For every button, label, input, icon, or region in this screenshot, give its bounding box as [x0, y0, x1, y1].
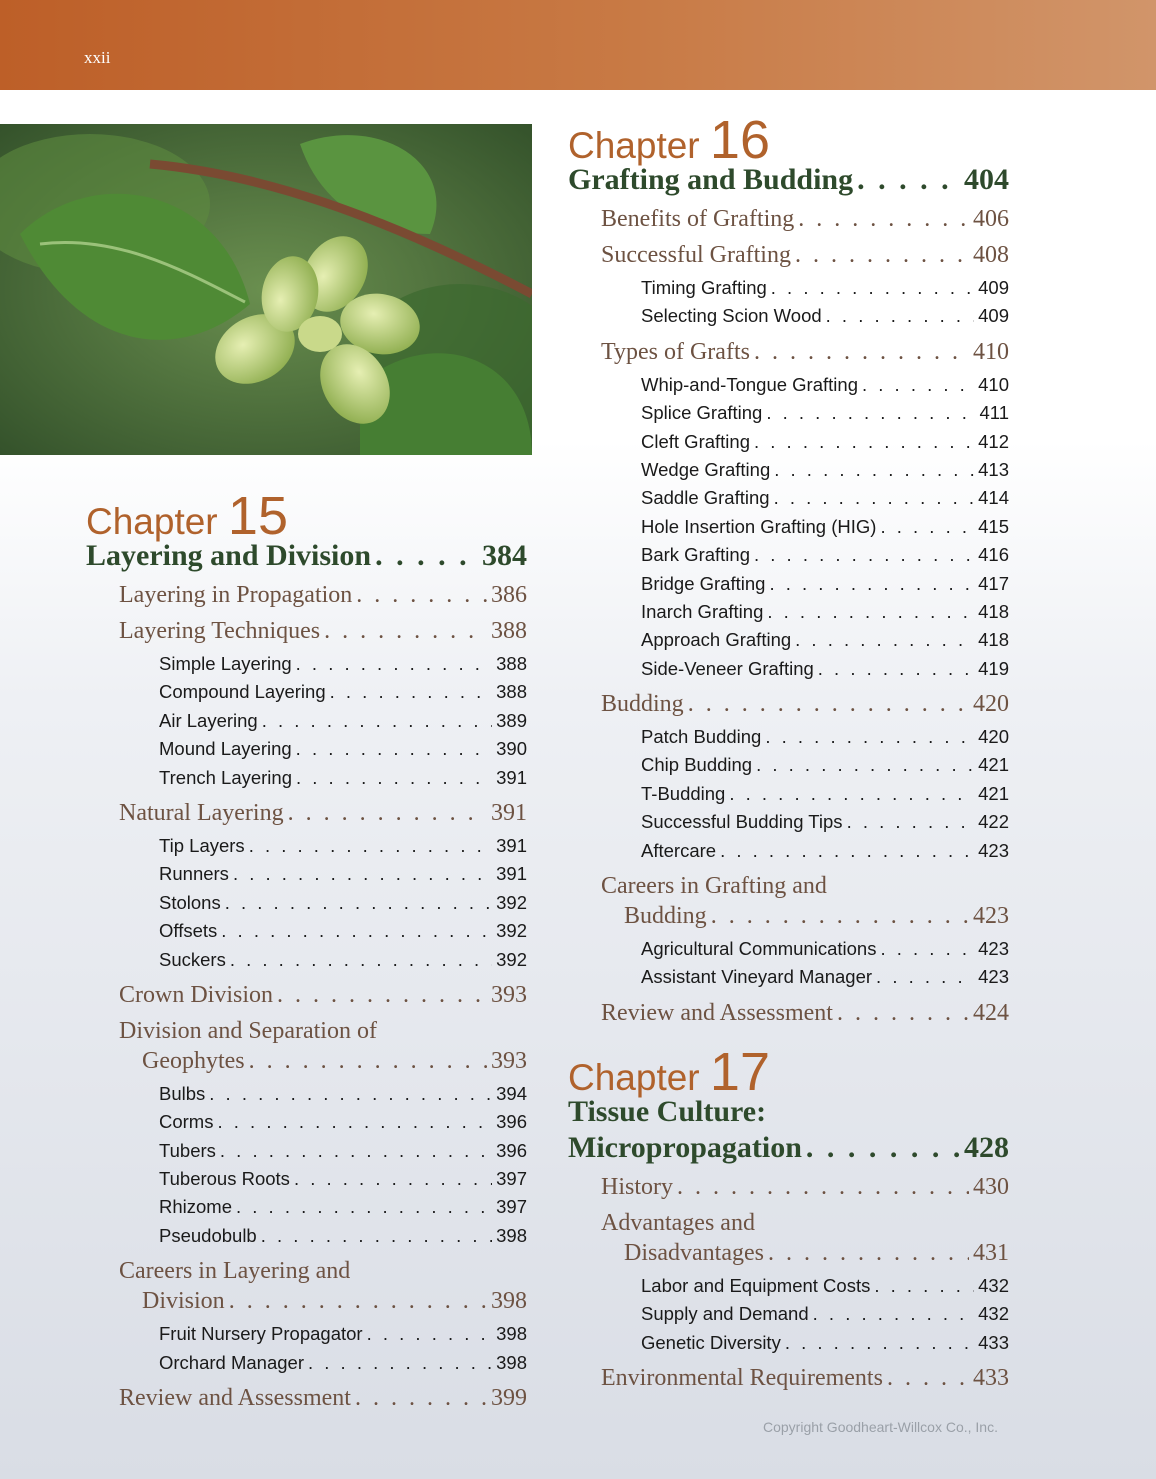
- copyright-notice: Copyright Goodheart-Willcox Co., Inc.: [763, 1419, 998, 1435]
- toc-entry-continued[interactable]: Geophytes . . . 393: [142, 1046, 527, 1076]
- toc-subentry[interactable]: Genetic Diversity . . . 433: [641, 1329, 1009, 1357]
- toc-subentry[interactable]: Saddle Grafting . . . 414: [641, 484, 1009, 512]
- toc-subentry[interactable]: Suckers . . . 392: [159, 946, 527, 974]
- toc-subentry[interactable]: Orchard Manager . . . 398: [159, 1349, 527, 1377]
- page-number: xxii: [84, 48, 111, 67]
- toc-entry[interactable]: Review and Assessment . . . 399: [119, 1383, 527, 1413]
- toc-subentry[interactable]: Approach Grafting . . . 418: [641, 626, 1009, 654]
- toc-subentry[interactable]: Tubers . . . 396: [159, 1137, 527, 1165]
- chapter-17-toc: [568, 1042, 1009, 1393]
- chapter-16-toc: [568, 110, 1009, 1028]
- toc-entry[interactable]: Advantages and: [601, 1210, 755, 1236]
- chapter-15-label: Chapter 15: [86, 486, 288, 546]
- toc-entry[interactable]: Division and Separation of: [119, 1017, 377, 1044]
- chapter-15-title[interactable]: Layering and Division . . . 384: [86, 538, 527, 574]
- toc-subentry[interactable]: Splice Grafting . . . 411: [641, 399, 1009, 427]
- toc-subentry[interactable]: Tip Layers . . . 391: [159, 832, 527, 860]
- toc-entry[interactable]: Layering Techniques . . . 388: [119, 616, 527, 646]
- toc-subentry[interactable]: Pseudobulb . . . 398: [159, 1222, 527, 1250]
- toc-subentry[interactable]: Bridge Grafting . . . 417: [641, 570, 1009, 598]
- toc-entry[interactable]: Natural Layering . . . 391: [119, 798, 527, 828]
- toc-entry[interactable]: Successful Grafting . . . 408: [601, 240, 1009, 270]
- toc-subentry[interactable]: Rhizome . . . 397: [159, 1193, 527, 1221]
- toc-subentry[interactable]: Supply and Demand . . . 432: [641, 1300, 1009, 1328]
- chapter-16-label: Chapter 16: [568, 110, 770, 170]
- toc-subentry[interactable]: Inarch Grafting . . . 418: [641, 598, 1009, 626]
- toc-entry[interactable]: Crown Division . . . 393: [119, 980, 527, 1010]
- toc-subentry[interactable]: Runners . . . 391: [159, 860, 527, 888]
- toc-subentry[interactable]: Corms . . . 396: [159, 1108, 527, 1136]
- chapter-17-title-continued[interactable]: Micropropagation . . . 428: [568, 1130, 1009, 1166]
- toc-subentry[interactable]: Wedge Grafting . . . 413: [641, 456, 1009, 484]
- toc-subentry[interactable]: Labor and Equipment Costs . . . 432: [641, 1272, 1009, 1300]
- toc-entry[interactable]: History . . . 430: [601, 1172, 1009, 1202]
- toc-entry-continued[interactable]: Disadvantages . . . 431: [624, 1238, 1009, 1268]
- toc-subentry[interactable]: Assistant Vineyard Manager . . . 423: [641, 963, 1009, 991]
- toc-entry[interactable]: Types of Grafts . . . 410: [601, 337, 1009, 367]
- chapter-15-toc: [86, 486, 527, 1413]
- toc-subentry[interactable]: Tuberous Roots . . . 397: [159, 1165, 527, 1193]
- toc-subentry[interactable]: Successful Budding Tips . . . 422: [641, 808, 1009, 836]
- toc-subentry[interactable]: Trench Layering . . . 391: [159, 764, 527, 792]
- toc-subentry[interactable]: Air Layering . . . 389: [159, 707, 527, 735]
- hazelnut-photo: [0, 124, 532, 455]
- toc-subentry[interactable]: Cleft Grafting . . . 412: [641, 428, 1009, 456]
- toc-entry[interactable]: Careers in Grafting and: [601, 873, 827, 900]
- toc-subentry[interactable]: Offsets . . . 392: [159, 917, 527, 945]
- toc-entry-continued[interactable]: Division . . . 398: [142, 1286, 527, 1316]
- toc-subentry[interactable]: Selecting Scion Wood . . . 409: [641, 302, 1009, 330]
- toc-subentry[interactable]: Chip Budding . . . 421: [641, 751, 1009, 779]
- toc-entry[interactable]: Budding . . . 420: [601, 689, 1009, 719]
- toc-subentry[interactable]: Stolons . . . 392: [159, 889, 527, 917]
- toc-subentry[interactable]: Fruit Nursery Propagator . . . 398: [159, 1320, 527, 1348]
- toc-subentry[interactable]: T-Budding . . . 421: [641, 780, 1009, 808]
- header-banner: [0, 0, 1156, 90]
- toc-subentry[interactable]: Agricultural Communications . . . 423: [641, 935, 1009, 963]
- toc-subentry[interactable]: Bulbs . . . 394: [159, 1080, 527, 1108]
- toc-subentry[interactable]: Timing Grafting . . . 409: [641, 274, 1009, 302]
- toc-subentry[interactable]: Hole Insertion Grafting (HIG) . . . 415: [641, 513, 1009, 541]
- chapter-17-label: Chapter 17: [568, 1042, 770, 1102]
- toc-subentry[interactable]: Whip-and-Tongue Grafting . . . 410: [641, 371, 1009, 399]
- toc-subentry[interactable]: Aftercare . . . 423: [641, 837, 1009, 865]
- toc-subentry[interactable]: Mound Layering . . . 390: [159, 735, 527, 763]
- toc-entry[interactable]: Environmental Requirements . . . 433: [601, 1363, 1009, 1393]
- toc-entry-continued[interactable]: Budding . . . 423: [624, 901, 1009, 931]
- toc-subentry[interactable]: Bark Grafting . . . 416: [641, 541, 1009, 569]
- toc-subentry[interactable]: Side-Veneer Grafting . . . 419: [641, 655, 1009, 683]
- chapter-17-title[interactable]: Tissue Culture:: [568, 1095, 767, 1128]
- chapter-16-title[interactable]: Grafting and Budding . . . 404: [568, 162, 1009, 198]
- toc-subentry[interactable]: Patch Budding . . . 420: [641, 723, 1009, 751]
- toc-entry[interactable]: Benefits of Grafting . . . 406: [601, 204, 1009, 234]
- toc-entry[interactable]: Layering in Propagation . . . 386: [119, 580, 527, 610]
- toc-entry[interactable]: Careers in Layering and: [119, 1258, 351, 1285]
- toc-subentry[interactable]: Simple Layering . . . 388: [159, 650, 527, 678]
- toc-entry[interactable]: Review and Assessment . . . 424: [601, 998, 1009, 1028]
- toc-subentry[interactable]: Compound Layering . . . 388: [159, 678, 527, 706]
